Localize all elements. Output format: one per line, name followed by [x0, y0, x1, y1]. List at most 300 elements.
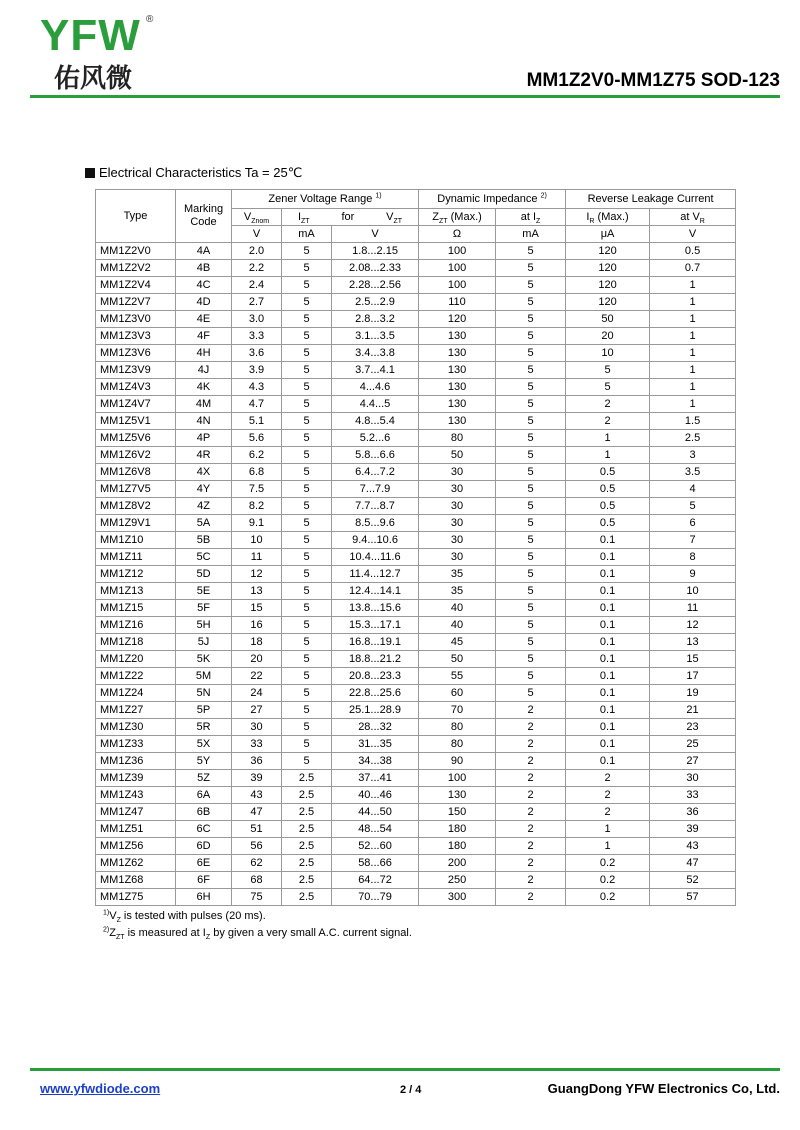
table-row: [96, 260, 736, 277]
cell-ir-max: 0.1: [566, 719, 650, 736]
cell-zzt-max: 100: [419, 770, 496, 787]
table-row: [96, 294, 736, 311]
cell-ir-max: 10: [566, 345, 650, 362]
cell-type: MM1Z30: [96, 719, 176, 736]
cell-at-iz: 5: [496, 277, 566, 294]
ir-symbol: I: [586, 210, 590, 223]
cell-vzt-range: 28...32: [332, 719, 419, 736]
cell-vznom: 75: [232, 889, 282, 906]
table-row: [96, 804, 736, 821]
cell-izt: 2.5: [282, 838, 332, 855]
cell-izt: 5: [282, 328, 332, 345]
cell-vzt-range: 2.28...2.56: [332, 277, 419, 294]
cell-vzt-range: 34...38: [332, 753, 419, 770]
cell-marking-code: 5Y: [176, 753, 232, 770]
footer-divider: [30, 1068, 780, 1071]
cell-at-iz: 5: [496, 617, 566, 634]
cell-vzt-range: 64...72: [332, 872, 419, 889]
zzt-subscript: ZT: [439, 217, 448, 225]
cell-vznom: 4.7: [232, 396, 282, 413]
table-row: [96, 617, 736, 634]
table-row: [96, 753, 736, 770]
header-at-vr: [650, 209, 736, 226]
cell-izt: 5: [282, 379, 332, 396]
cell-at-iz: 2: [496, 719, 566, 736]
cell-type: MM1Z22: [96, 668, 176, 685]
cell-at-iz: 2: [496, 770, 566, 787]
table-row: [96, 872, 736, 889]
footnote-1-symbol: V: [109, 910, 117, 922]
cell-vzt-range: 9.4...10.6: [332, 532, 419, 549]
cell-at-vr: 12: [650, 617, 736, 634]
cell-at-vr: 1: [650, 328, 736, 345]
cell-vzt-range: 44...50: [332, 804, 419, 821]
header-dynamic-note: 2): [540, 191, 547, 199]
cell-zzt-max: 120: [419, 311, 496, 328]
unit-izt: mA: [282, 226, 332, 243]
cell-at-vr: 25: [650, 736, 736, 753]
cell-type: MM1Z3V0: [96, 311, 176, 328]
cell-izt: 5: [282, 685, 332, 702]
unit-ir: μA: [566, 226, 650, 243]
table-header: [96, 190, 736, 243]
cell-marking-code: 5Z: [176, 770, 232, 787]
table-row: [96, 277, 736, 294]
cell-marking-code: 5B: [176, 532, 232, 549]
cell-type: MM1Z2V2: [96, 260, 176, 277]
cell-vznom: 22: [232, 668, 282, 685]
cell-vznom: 11: [232, 549, 282, 566]
cell-at-vr: 27: [650, 753, 736, 770]
cell-zzt-max: 30: [419, 515, 496, 532]
cell-ir-max: 120: [566, 294, 650, 311]
cell-vzt-range: 22.8...25.6: [332, 685, 419, 702]
cell-at-vr: 1: [650, 277, 736, 294]
vznom-subscript: Znom: [251, 217, 270, 225]
cell-vznom: 2.4: [232, 277, 282, 294]
header-izt-for-vzt: [282, 209, 419, 226]
cell-at-vr: 1: [650, 379, 736, 396]
izt-for-vzt-split: [282, 210, 418, 225]
cell-ir-max: 50: [566, 311, 650, 328]
cell-zzt-max: 110: [419, 294, 496, 311]
cell-izt: 5: [282, 464, 332, 481]
cell-marking-code: 5C: [176, 549, 232, 566]
cell-at-vr: 9: [650, 566, 736, 583]
cell-type: MM1Z5V1: [96, 413, 176, 430]
table-row: [96, 498, 736, 515]
cell-marking-code: 4F: [176, 328, 232, 345]
cell-marking-code: 6C: [176, 821, 232, 838]
cell-type: MM1Z5V6: [96, 430, 176, 447]
footnote-2-mid: is measured at I: [124, 927, 206, 939]
cell-izt: 5: [282, 260, 332, 277]
cell-at-vr: 7: [650, 532, 736, 549]
cell-at-vr: 39: [650, 821, 736, 838]
cell-type: MM1Z12: [96, 566, 176, 583]
footnote-1-mark: 1): [103, 909, 110, 917]
website-link[interactable]: www.yfwdiode.com: [40, 1081, 161, 1096]
cell-marking-code: 5D: [176, 566, 232, 583]
cell-marking-code: 6A: [176, 787, 232, 804]
cell-marking-code: 4Y: [176, 481, 232, 498]
zzt-max-label: (Max.): [447, 210, 482, 223]
cell-izt: 5: [282, 447, 332, 464]
cell-at-iz: 5: [496, 345, 566, 362]
cell-at-vr: 30: [650, 770, 736, 787]
cell-vznom: 15: [232, 600, 282, 617]
cell-vzt-range: 7...7.9: [332, 481, 419, 498]
cell-ir-max: 2: [566, 804, 650, 821]
cell-zzt-max: 30: [419, 549, 496, 566]
izt-subscript: ZT: [301, 217, 310, 225]
cell-izt: 5: [282, 430, 332, 447]
cell-zzt-max: 180: [419, 838, 496, 855]
table-row: [96, 600, 736, 617]
cell-izt: 5: [282, 753, 332, 770]
zzt-symbol: Z: [432, 210, 439, 223]
cell-izt: 5: [282, 583, 332, 600]
at-iz-subscript: Z: [536, 217, 541, 225]
header-at-iz: [496, 209, 566, 226]
cell-izt: 5: [282, 311, 332, 328]
cell-at-iz: 2: [496, 753, 566, 770]
header-vznom: [232, 209, 282, 226]
cell-ir-max: 0.2: [566, 855, 650, 872]
table-row: [96, 549, 736, 566]
cell-vzt-range: 15.3...17.1: [332, 617, 419, 634]
cell-marking-code: 5X: [176, 736, 232, 753]
footnote-2-subscript: ZT: [115, 934, 125, 942]
cell-zzt-max: 35: [419, 566, 496, 583]
cell-ir-max: 0.5: [566, 498, 650, 515]
cell-vznom: 27: [232, 702, 282, 719]
table-row: [96, 685, 736, 702]
cell-ir-max: 0.1: [566, 668, 650, 685]
cell-at-vr: 17: [650, 668, 736, 685]
cell-ir-max: 0.1: [566, 617, 650, 634]
unit-iz: mA: [496, 226, 566, 243]
cell-izt: 5: [282, 668, 332, 685]
cell-vzt-range: 6.4...7.2: [332, 464, 419, 481]
cell-zzt-max: 130: [419, 396, 496, 413]
cell-at-iz: 5: [496, 651, 566, 668]
table-row: [96, 430, 736, 447]
vzt-subscript: ZT: [393, 217, 403, 225]
cell-vznom: 6.2: [232, 447, 282, 464]
cell-vznom: 7.5: [232, 481, 282, 498]
cell-at-iz: 5: [496, 549, 566, 566]
cell-marking-code: 5H: [176, 617, 232, 634]
cell-type: MM1Z15: [96, 600, 176, 617]
cell-vzt-range: 31...35: [332, 736, 419, 753]
cell-marking-code: 5F: [176, 600, 232, 617]
cell-vzt-range: 25.1...28.9: [332, 702, 419, 719]
cell-at-vr: 36: [650, 804, 736, 821]
cell-vznom: 33: [232, 736, 282, 753]
cell-type: MM1Z18: [96, 634, 176, 651]
unit-zzt: Ω: [419, 226, 496, 243]
cell-izt: 2.5: [282, 770, 332, 787]
cell-izt: 5: [282, 702, 332, 719]
cell-vznom: 3.6: [232, 345, 282, 362]
table-row: [96, 345, 736, 362]
cell-at-vr: 11: [650, 600, 736, 617]
cell-vzt-range: 1.8...2.15: [332, 243, 419, 260]
header-zener-label: Zener Voltage Range: [268, 192, 373, 205]
cell-at-iz: 5: [496, 668, 566, 685]
table-row: [96, 481, 736, 498]
cell-vzt-range: 12.4...14.1: [332, 583, 419, 600]
footnote-2: [103, 925, 412, 942]
table-row: [96, 855, 736, 872]
cell-at-vr: 47: [650, 855, 736, 872]
cell-zzt-max: 55: [419, 668, 496, 685]
cell-zzt-max: 45: [419, 634, 496, 651]
cell-at-vr: 2.5: [650, 430, 736, 447]
cell-type: MM1Z39: [96, 770, 176, 787]
table-row: [96, 889, 736, 906]
cell-at-iz: 5: [496, 464, 566, 481]
cell-ir-max: 0.1: [566, 634, 650, 651]
cell-vzt-range: 20.8...23.3: [332, 668, 419, 685]
cell-izt: 2.5: [282, 872, 332, 889]
cell-vznom: 30: [232, 719, 282, 736]
cell-zzt-max: 130: [419, 787, 496, 804]
cell-ir-max: 5: [566, 379, 650, 396]
cell-zzt-max: 90: [419, 753, 496, 770]
cell-marking-code: 6F: [176, 872, 232, 889]
cell-at-iz: 5: [496, 447, 566, 464]
table-row: [96, 668, 736, 685]
cell-ir-max: 0.1: [566, 566, 650, 583]
cell-zzt-max: 100: [419, 260, 496, 277]
cell-vznom: 2.2: [232, 260, 282, 277]
cell-vznom: 3.9: [232, 362, 282, 379]
cell-zzt-max: 70: [419, 702, 496, 719]
cell-zzt-max: 100: [419, 277, 496, 294]
cell-at-vr: 43: [650, 838, 736, 855]
cell-zzt-max: 150: [419, 804, 496, 821]
cell-at-iz: 5: [496, 430, 566, 447]
unit-vr: V: [650, 226, 736, 243]
cell-izt: 5: [282, 277, 332, 294]
cell-zzt-max: 180: [419, 821, 496, 838]
cell-vznom: 43: [232, 787, 282, 804]
cell-at-iz: 2: [496, 702, 566, 719]
cell-at-iz: 2: [496, 838, 566, 855]
cell-type: MM1Z68: [96, 872, 176, 889]
cell-izt: 5: [282, 617, 332, 634]
cell-at-vr: 10: [650, 583, 736, 600]
footnote-1: [103, 908, 412, 925]
vzt-symbol: V: [386, 210, 394, 223]
cell-vzt-range: 4.8...5.4: [332, 413, 419, 430]
cell-at-vr: 1: [650, 294, 736, 311]
cell-vznom: 9.1: [232, 515, 282, 532]
cell-ir-max: 0.1: [566, 651, 650, 668]
cell-type: MM1Z7V5: [96, 481, 176, 498]
cell-at-iz: 5: [496, 515, 566, 532]
cell-izt: 2.5: [282, 889, 332, 906]
cell-izt: 5: [282, 294, 332, 311]
cell-zzt-max: 30: [419, 532, 496, 549]
cell-zzt-max: 130: [419, 413, 496, 430]
cell-vznom: 8.2: [232, 498, 282, 515]
table-row: [96, 447, 736, 464]
cell-at-iz: 2: [496, 889, 566, 906]
cell-zzt-max: 35: [419, 583, 496, 600]
cell-at-vr: 1: [650, 396, 736, 413]
cell-zzt-max: 300: [419, 889, 496, 906]
table-row: [96, 396, 736, 413]
cell-type: MM1Z20: [96, 651, 176, 668]
cell-marking-code: 5K: [176, 651, 232, 668]
cell-izt: 5: [282, 243, 332, 260]
header-marking-code-text: Marking Code: [183, 203, 224, 228]
header-dynamic-label: Dynamic Impedance: [437, 192, 538, 205]
cell-zzt-max: 60: [419, 685, 496, 702]
cell-at-vr: 1: [650, 345, 736, 362]
cell-at-iz: 5: [496, 379, 566, 396]
cell-type: MM1Z56: [96, 838, 176, 855]
table-row: [96, 362, 736, 379]
cell-zzt-max: 130: [419, 345, 496, 362]
cell-marking-code: 5M: [176, 668, 232, 685]
cell-zzt-max: 30: [419, 481, 496, 498]
cell-at-vr: 8: [650, 549, 736, 566]
cell-vznom: 62: [232, 855, 282, 872]
cell-zzt-max: 40: [419, 617, 496, 634]
cell-at-vr: 4: [650, 481, 736, 498]
cell-ir-max: 0.1: [566, 736, 650, 753]
cell-vznom: 3.3: [232, 328, 282, 345]
cell-at-iz: 5: [496, 481, 566, 498]
section-title-text: Electrical Characteristics Ta = 25℃: [99, 165, 303, 180]
at-vr-label: at V: [680, 210, 700, 223]
for-label: for: [341, 210, 355, 223]
cell-ir-max: 2: [566, 396, 650, 413]
cell-ir-max: 0.1: [566, 600, 650, 617]
footnote-2-mark: 2): [103, 926, 110, 934]
cell-vzt-range: 2.08...2.33: [332, 260, 419, 277]
cell-type: MM1Z43: [96, 787, 176, 804]
cell-vznom: 5.6: [232, 430, 282, 447]
ir-max-label: (Max.): [594, 210, 629, 223]
cell-marking-code: 4R: [176, 447, 232, 464]
cell-at-vr: 1: [650, 362, 736, 379]
table-row: [96, 787, 736, 804]
cell-type: MM1Z3V6: [96, 345, 176, 362]
cell-at-iz: 5: [496, 243, 566, 260]
cell-vzt-range: 10.4...11.6: [332, 549, 419, 566]
cell-at-vr: 1.5: [650, 413, 736, 430]
cell-ir-max: 1: [566, 430, 650, 447]
cell-marking-code: 6E: [176, 855, 232, 872]
header-divider: [30, 95, 780, 98]
cell-at-iz: 5: [496, 311, 566, 328]
cell-type: MM1Z9V1: [96, 515, 176, 532]
cell-ir-max: 2: [566, 787, 650, 804]
cell-ir-max: 120: [566, 243, 650, 260]
footnotes: [103, 908, 412, 942]
cell-marking-code: 4P: [176, 430, 232, 447]
table-row: [96, 821, 736, 838]
document-title: MM1Z2V0-MM1Z75 SOD-123: [526, 70, 780, 91]
cell-at-vr: 1: [650, 311, 736, 328]
cell-type: MM1Z10: [96, 532, 176, 549]
cell-marking-code: 5P: [176, 702, 232, 719]
unit-vzt: V: [332, 226, 419, 243]
cell-vzt-range: 70...79: [332, 889, 419, 906]
cell-izt: 5: [282, 396, 332, 413]
cell-at-vr: 13: [650, 634, 736, 651]
cell-at-iz: 5: [496, 328, 566, 345]
cell-ir-max: 2: [566, 413, 650, 430]
cell-at-vr: 0.5: [650, 243, 736, 260]
footnote-2-symbol: Z: [109, 927, 116, 939]
table-row: [96, 838, 736, 855]
cell-type: MM1Z8V2: [96, 498, 176, 515]
cell-vznom: 5.1: [232, 413, 282, 430]
table-row: [96, 770, 736, 787]
cell-marking-code: 4J: [176, 362, 232, 379]
cell-type: MM1Z3V3: [96, 328, 176, 345]
cell-at-vr: 6: [650, 515, 736, 532]
table-row: [96, 311, 736, 328]
cell-marking-code: 4M: [176, 396, 232, 413]
footnote-2-subscript-2: Z: [205, 934, 211, 942]
cell-type: MM1Z2V7: [96, 294, 176, 311]
table-row: [96, 634, 736, 651]
cell-at-vr: 15: [650, 651, 736, 668]
registered-mark: ®: [146, 14, 154, 25]
cell-at-iz: 5: [496, 260, 566, 277]
unit-vznom: V: [232, 226, 282, 243]
table-row: [96, 566, 736, 583]
cell-ir-max: 0.5: [566, 481, 650, 498]
section-title: [85, 165, 302, 181]
cell-vznom: 10: [232, 532, 282, 549]
cell-type: MM1Z62: [96, 855, 176, 872]
cell-zzt-max: 130: [419, 362, 496, 379]
cell-ir-max: 0.1: [566, 583, 650, 600]
cell-izt: 2.5: [282, 787, 332, 804]
cell-marking-code: 5A: [176, 515, 232, 532]
square-bullet-icon: [85, 168, 95, 178]
cell-ir-max: 0.1: [566, 702, 650, 719]
at-vr-subscript: R: [699, 217, 705, 225]
cell-zzt-max: 80: [419, 736, 496, 753]
header-ir-max: [566, 209, 650, 226]
header-reverse-leakage-current: Reverse Leakage Current: [566, 190, 736, 209]
cell-at-iz: 2: [496, 787, 566, 804]
cell-marking-code: 4E: [176, 311, 232, 328]
logo-chinese-name: 佑风微: [54, 64, 133, 94]
cell-izt: 5: [282, 719, 332, 736]
cell-ir-max: 20: [566, 328, 650, 345]
cell-izt: 5: [282, 736, 332, 753]
cell-type: MM1Z51: [96, 821, 176, 838]
cell-type: MM1Z3V9: [96, 362, 176, 379]
company-logo: [40, 11, 160, 94]
cell-vznom: 36: [232, 753, 282, 770]
izt-symbol: I: [297, 210, 301, 223]
cell-at-vr: 3: [650, 447, 736, 464]
cell-at-vr: 33: [650, 787, 736, 804]
cell-zzt-max: 250: [419, 872, 496, 889]
cell-type: MM1Z27: [96, 702, 176, 719]
